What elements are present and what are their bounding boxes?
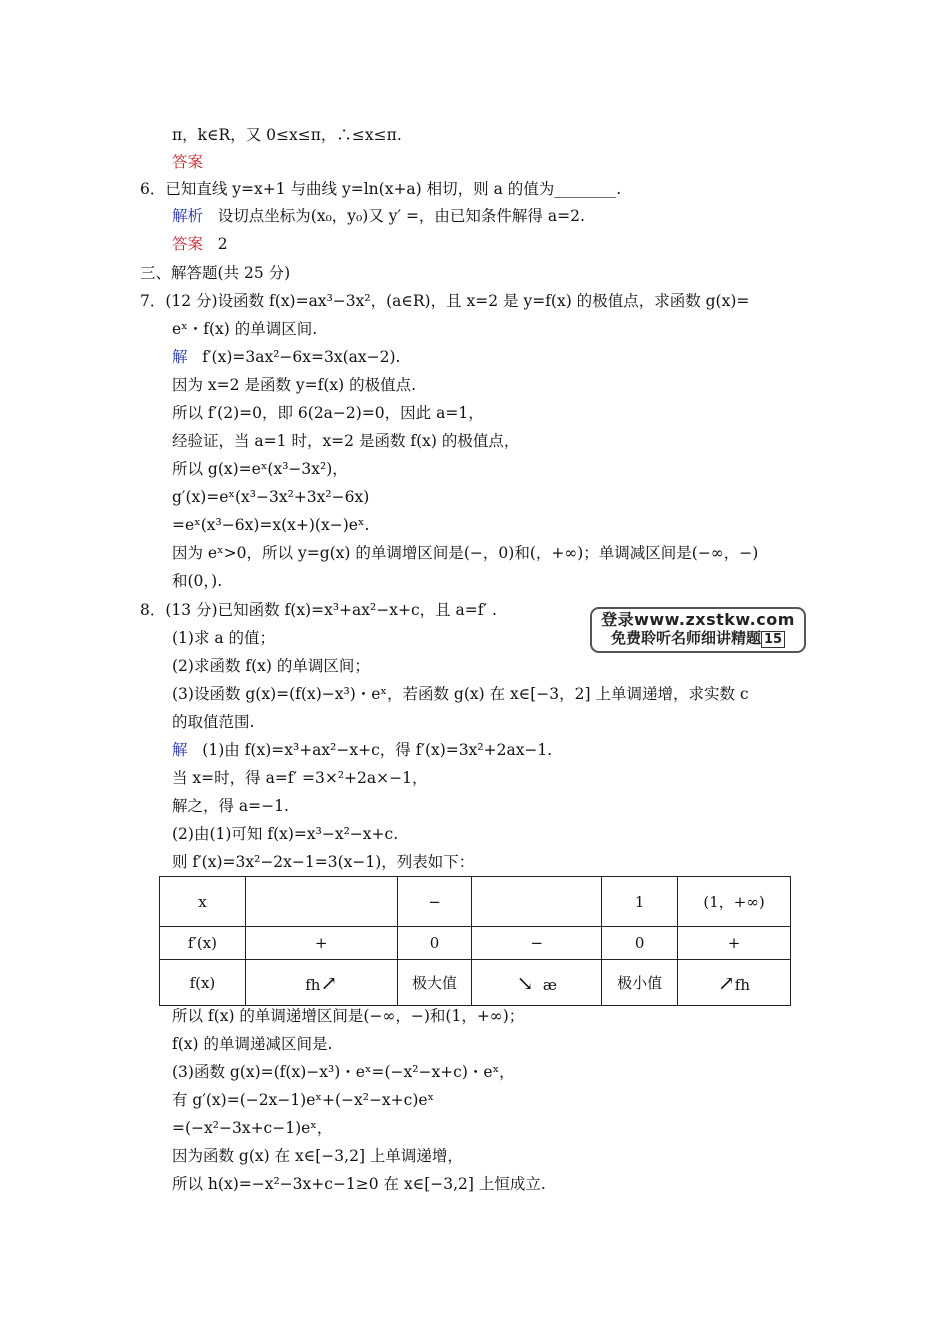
question-8: 8．(13 分)已知函数 f(x)=x³+ax²−x+c，且 a=f′ . — [140, 601, 497, 619]
text-line: 和(0，). — [172, 572, 223, 590]
stamp-text: 免费聆听名师细讲精题 — [610, 629, 761, 647]
text-line: (1)求 a 的值； — [172, 629, 276, 647]
arrow-up-right-icon: ↗ — [320, 970, 338, 995]
text-line: 解之，得 a=−1. — [172, 797, 289, 815]
question-6: 6．已知直线 y=x+1 与曲线 y=ln(x+a) 相切，则 a 的值为________. — [140, 180, 622, 198]
table-cell: 0 — [397, 927, 472, 960]
table-cell: 极大值 — [397, 960, 472, 1006]
table-cell — [678, 960, 791, 1006]
solution-label: 解 — [172, 741, 188, 759]
text-line: (2)由(1)可知 f(x)=x³−x²−x+c. — [172, 825, 399, 843]
question-7: 7．(12 分)设函数 f(x)=ax³−3x²，(a∈R)，且 x=2 是 y=f(x) 的极值点，求函数 g(x)= — [140, 292, 750, 310]
stamp-caption — [592, 629, 804, 649]
text-line: 所以 h(x)=−x²−3x+c−1≥0 在 x∈[−3,2] 上恒成立. — [172, 1175, 546, 1193]
table-cell: f′(x) — [160, 927, 246, 960]
text-line: 则 f′(x)=3x²−2x−1=3(x−1)，列表如下： — [172, 853, 475, 871]
website-stamp — [590, 607, 806, 653]
text-line: 因为 x=2 是函数 y=f(x) 的极值点. — [172, 376, 417, 394]
text-line: 所以 f(x) 的单调递增区间是(−∞，−)和(1，+∞)； — [172, 1007, 525, 1025]
text-line: 有 g′(x)=(−2x−1)eˣ+(−x²−x+c)eˣ — [172, 1091, 435, 1109]
analysis-line — [172, 205, 585, 227]
table-cell — [472, 960, 602, 1006]
section-heading: 三、解答题(共 25 分) — [140, 264, 291, 282]
text-line: g′(x)=eˣ(x³−3x²+3x²−6x) — [172, 488, 370, 506]
table-cell: 0 — [602, 927, 678, 960]
text-line: (3)函数 g(x)=(f(x)−x³)・eˣ=(−x²−x+c)・eˣ， — [172, 1063, 515, 1081]
table-cell: f(x) — [160, 960, 246, 1006]
table-cell — [245, 877, 397, 927]
arrow-down-right-icon: ↘ — [516, 970, 534, 995]
text-line: π，k∈R，又 0≤x≤π，∴≤x≤π. — [172, 126, 402, 144]
solution-line — [172, 739, 552, 761]
text-line: (2)求函数 f(x) 的单调区间； — [172, 657, 370, 675]
table-cell: + — [678, 927, 791, 960]
table-cell: + — [245, 927, 397, 960]
stamp-url: 登录www.zxstkw.com — [601, 610, 795, 629]
text-line: 的取值范围. — [172, 713, 255, 731]
increasing-label: fh — [305, 975, 321, 994]
stamp-badge: 15 — [761, 631, 785, 648]
text-line: 当 x=时，得 a=f′ =3×²+2a×−1， — [172, 769, 428, 787]
analysis-text: 设切点坐标为(x₀，y₀)又 y′ =，由已知条件解得 a=2. — [217, 207, 585, 225]
text-line: 所以 f′(2)=0，即 6(2a−2)=0，因此 a=1， — [172, 404, 484, 422]
answer-line — [172, 233, 228, 255]
answer-label: 答案 — [172, 153, 204, 171]
text-line: 所以 g(x)=eˣ(x³−3x²)， — [172, 460, 348, 478]
text-line: =(−x²−3x+c−1)eˣ， — [172, 1119, 333, 1137]
text-line: f(x) 的单调递减区间是. — [172, 1035, 333, 1053]
text-line: eˣ・f(x) 的单调区间. — [172, 320, 318, 338]
text-line: 经验证，当 a=1 时，x=2 是函数 f(x) 的极值点， — [172, 432, 520, 450]
table-row — [160, 927, 791, 960]
sign-table — [159, 876, 791, 1006]
solution-text: (1)由 f(x)=x³+ax²−x+c，得 f′(x)=3x²+2ax−1. — [202, 741, 553, 759]
solution-label: 解 — [172, 348, 188, 366]
arrow-up-right-icon: ↗ — [718, 970, 735, 995]
answer-label: 答案 — [172, 235, 204, 253]
table-row — [160, 877, 791, 927]
table-cell: x — [160, 877, 246, 927]
table-cell — [245, 960, 397, 1006]
table-cell: 1 — [602, 877, 678, 927]
increasing-label: fh — [734, 975, 751, 994]
text-line: =eˣ(x³−6x)=x(x+)(x−)eˣ. — [172, 516, 370, 534]
table-row — [160, 960, 791, 1006]
text-line: 因为 eˣ>0，所以 y=g(x) 的单调增区间是(−，0)和(，+∞)；单调减区间是(−∞，−) — [172, 544, 759, 562]
solution-text: f′(x)=3ax²−6x=3x(ax−2). — [202, 348, 401, 366]
solution-line — [172, 346, 400, 368]
decreasing-label: æ — [542, 975, 558, 994]
table-cell: (1，+∞) — [678, 877, 791, 927]
text-line: (3)设函数 g(x)=(f(x)−x³)・eˣ，若函数 g(x) 在 x∈[−3，2] 上单调递增，求实数 c — [172, 685, 749, 703]
table-cell: 极小值 — [602, 960, 678, 1006]
answer-value: 2 — [217, 235, 228, 253]
text-line: 因为函数 g(x) 在 x∈[−3,2] 上单调递增， — [172, 1147, 463, 1165]
analysis-label: 解析 — [172, 207, 204, 225]
table-cell: − — [472, 927, 602, 960]
table-cell — [472, 877, 602, 927]
table-cell: − — [397, 877, 472, 927]
